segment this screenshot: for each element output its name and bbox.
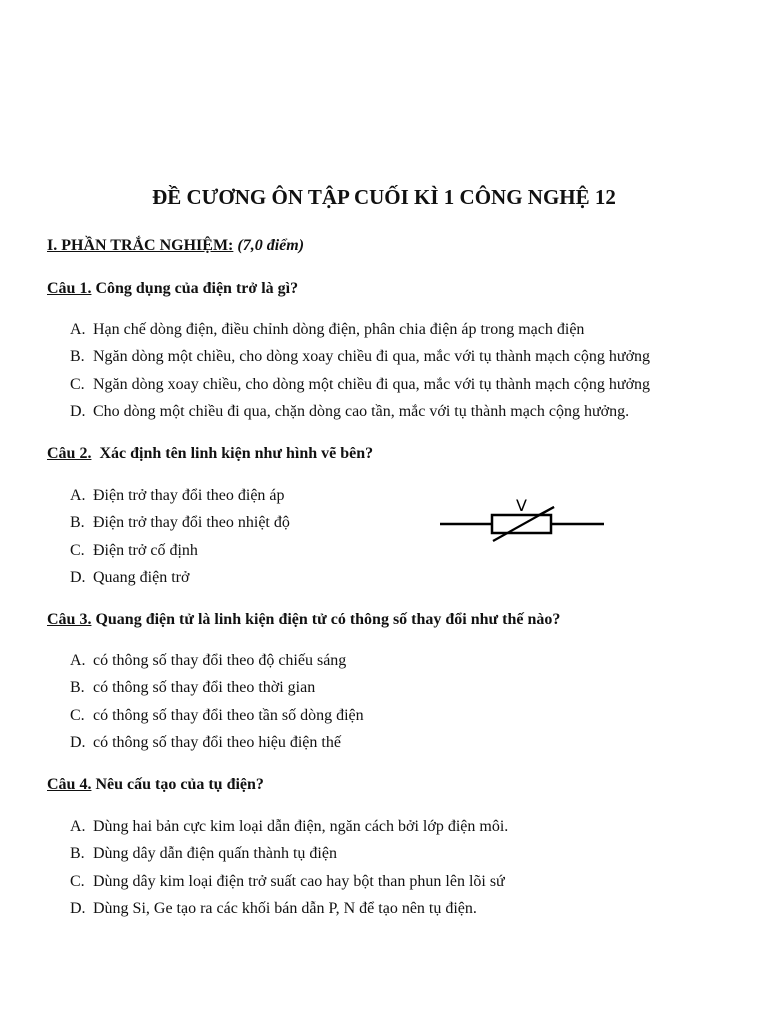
question-text: Nêu cấu tạo của tụ điện? (95, 776, 264, 793)
option-a (70, 321, 650, 348)
option-b (70, 348, 650, 375)
question-1 (47, 280, 298, 298)
option-b (70, 845, 508, 872)
question-label: Câu 2. (47, 445, 92, 462)
option-d (70, 900, 508, 927)
option-letter: B. (70, 514, 85, 532)
option-text: Điện trở thay đổi theo điện áp (93, 487, 285, 504)
figure-label: V (516, 496, 527, 515)
varistor-symbol-icon (438, 496, 608, 546)
option-letter: D. (70, 568, 86, 586)
option-text: có thông số thay đổi theo độ chiếu sáng (93, 652, 347, 669)
option-letter: A. (70, 818, 86, 835)
question-label: Câu 1. (47, 280, 92, 297)
option-text: Hạn chế dòng điện, điều chỉnh dòng điện, phân chia điện áp trong mạch điện (93, 321, 585, 338)
question-label: Câu 4. (47, 776, 92, 793)
option-letter: B. (70, 348, 85, 366)
option-a (70, 487, 290, 514)
option-letter: B. (70, 845, 85, 863)
option-text: Điện trở cố định (93, 541, 198, 559)
page-title: ĐỀ CƯƠNG ÔN TẬP CUỐI KÌ 1 CÔNG NGHỆ 12 (152, 185, 616, 209)
option-text: Dùng Si, Ge tạo ra các khối bán dẫn P, N để tạo nên tụ điện. (93, 899, 477, 917)
option-c (70, 873, 508, 900)
option-text: Ngăn dòng xoay chiều, cho dòng một chiều đi qua, mắc với tụ thành mạch cộng hưởng (93, 375, 651, 393)
option-a (70, 652, 364, 679)
option-letter: A. (70, 321, 86, 338)
option-letter: D. (70, 402, 86, 420)
question-label: Câu 3. (47, 611, 92, 628)
question-text: Quang điện tử là linh kiện điện tử có thông số thay đổi như thế nào? (95, 611, 561, 628)
question-3 (47, 611, 560, 629)
option-d (70, 734, 364, 761)
option-c (70, 542, 290, 569)
option-letter: A. (70, 652, 86, 669)
option-d (70, 569, 290, 596)
section-title: I. PHẦN TRẮC NGHIỆM: (47, 237, 234, 254)
option-b (70, 679, 364, 706)
question-text: Công dụng của điện trở là gì? (95, 280, 299, 297)
option-letter: B. (70, 679, 85, 697)
option-a (70, 818, 508, 845)
option-b (70, 514, 290, 541)
question-2-options (70, 487, 290, 596)
option-c (70, 376, 650, 403)
question-2 (47, 445, 373, 463)
question-4-options (70, 818, 508, 927)
option-text: Quang điện trở (93, 568, 190, 586)
option-letter: D. (70, 899, 86, 917)
option-text: Ngăn dòng một chiều, cho dòng xoay chiều đi qua, mắc với tụ thành mạch cộng hưởng (93, 348, 651, 366)
option-text: có thông số thay đổi theo hiệu điện thế (93, 733, 341, 751)
option-text: có thông số thay đổi theo thời gian (93, 679, 316, 697)
option-text: có thông số thay đổi theo tần số dòng điện (93, 706, 364, 724)
option-letter: C. (70, 872, 85, 890)
section-heading (47, 237, 304, 255)
option-text: Dùng hai bản cực kim loại dẫn điện, ngăn cách bởi lớp điện môi. (93, 818, 509, 835)
option-letter: C. (70, 541, 85, 559)
option-text: Điện trở thay đổi theo nhiệt độ (93, 514, 290, 532)
question-4 (47, 776, 264, 794)
option-letter: C. (70, 375, 85, 393)
question-1-options (70, 321, 650, 430)
option-c (70, 707, 364, 734)
option-text: Dùng dây dẫn điện quấn thành tụ điện (93, 845, 337, 863)
option-d (70, 403, 650, 430)
option-letter: D. (70, 733, 86, 751)
question-3-options (70, 652, 364, 761)
question-text: Xác định tên linh kiện như hình vẽ bên? (99, 445, 374, 462)
option-letter: C. (70, 706, 85, 724)
option-text: Cho dòng một chiều đi qua, chặn dòng cao tần, mắc với tụ thành mạch cộng hưởng. (93, 402, 630, 420)
section-points: (7,0 điểm) (237, 237, 305, 254)
option-letter: A. (70, 487, 86, 504)
option-text: Dùng dây kim loại điện trở suất cao hay bột than phun lên lõi sứ (93, 872, 505, 890)
